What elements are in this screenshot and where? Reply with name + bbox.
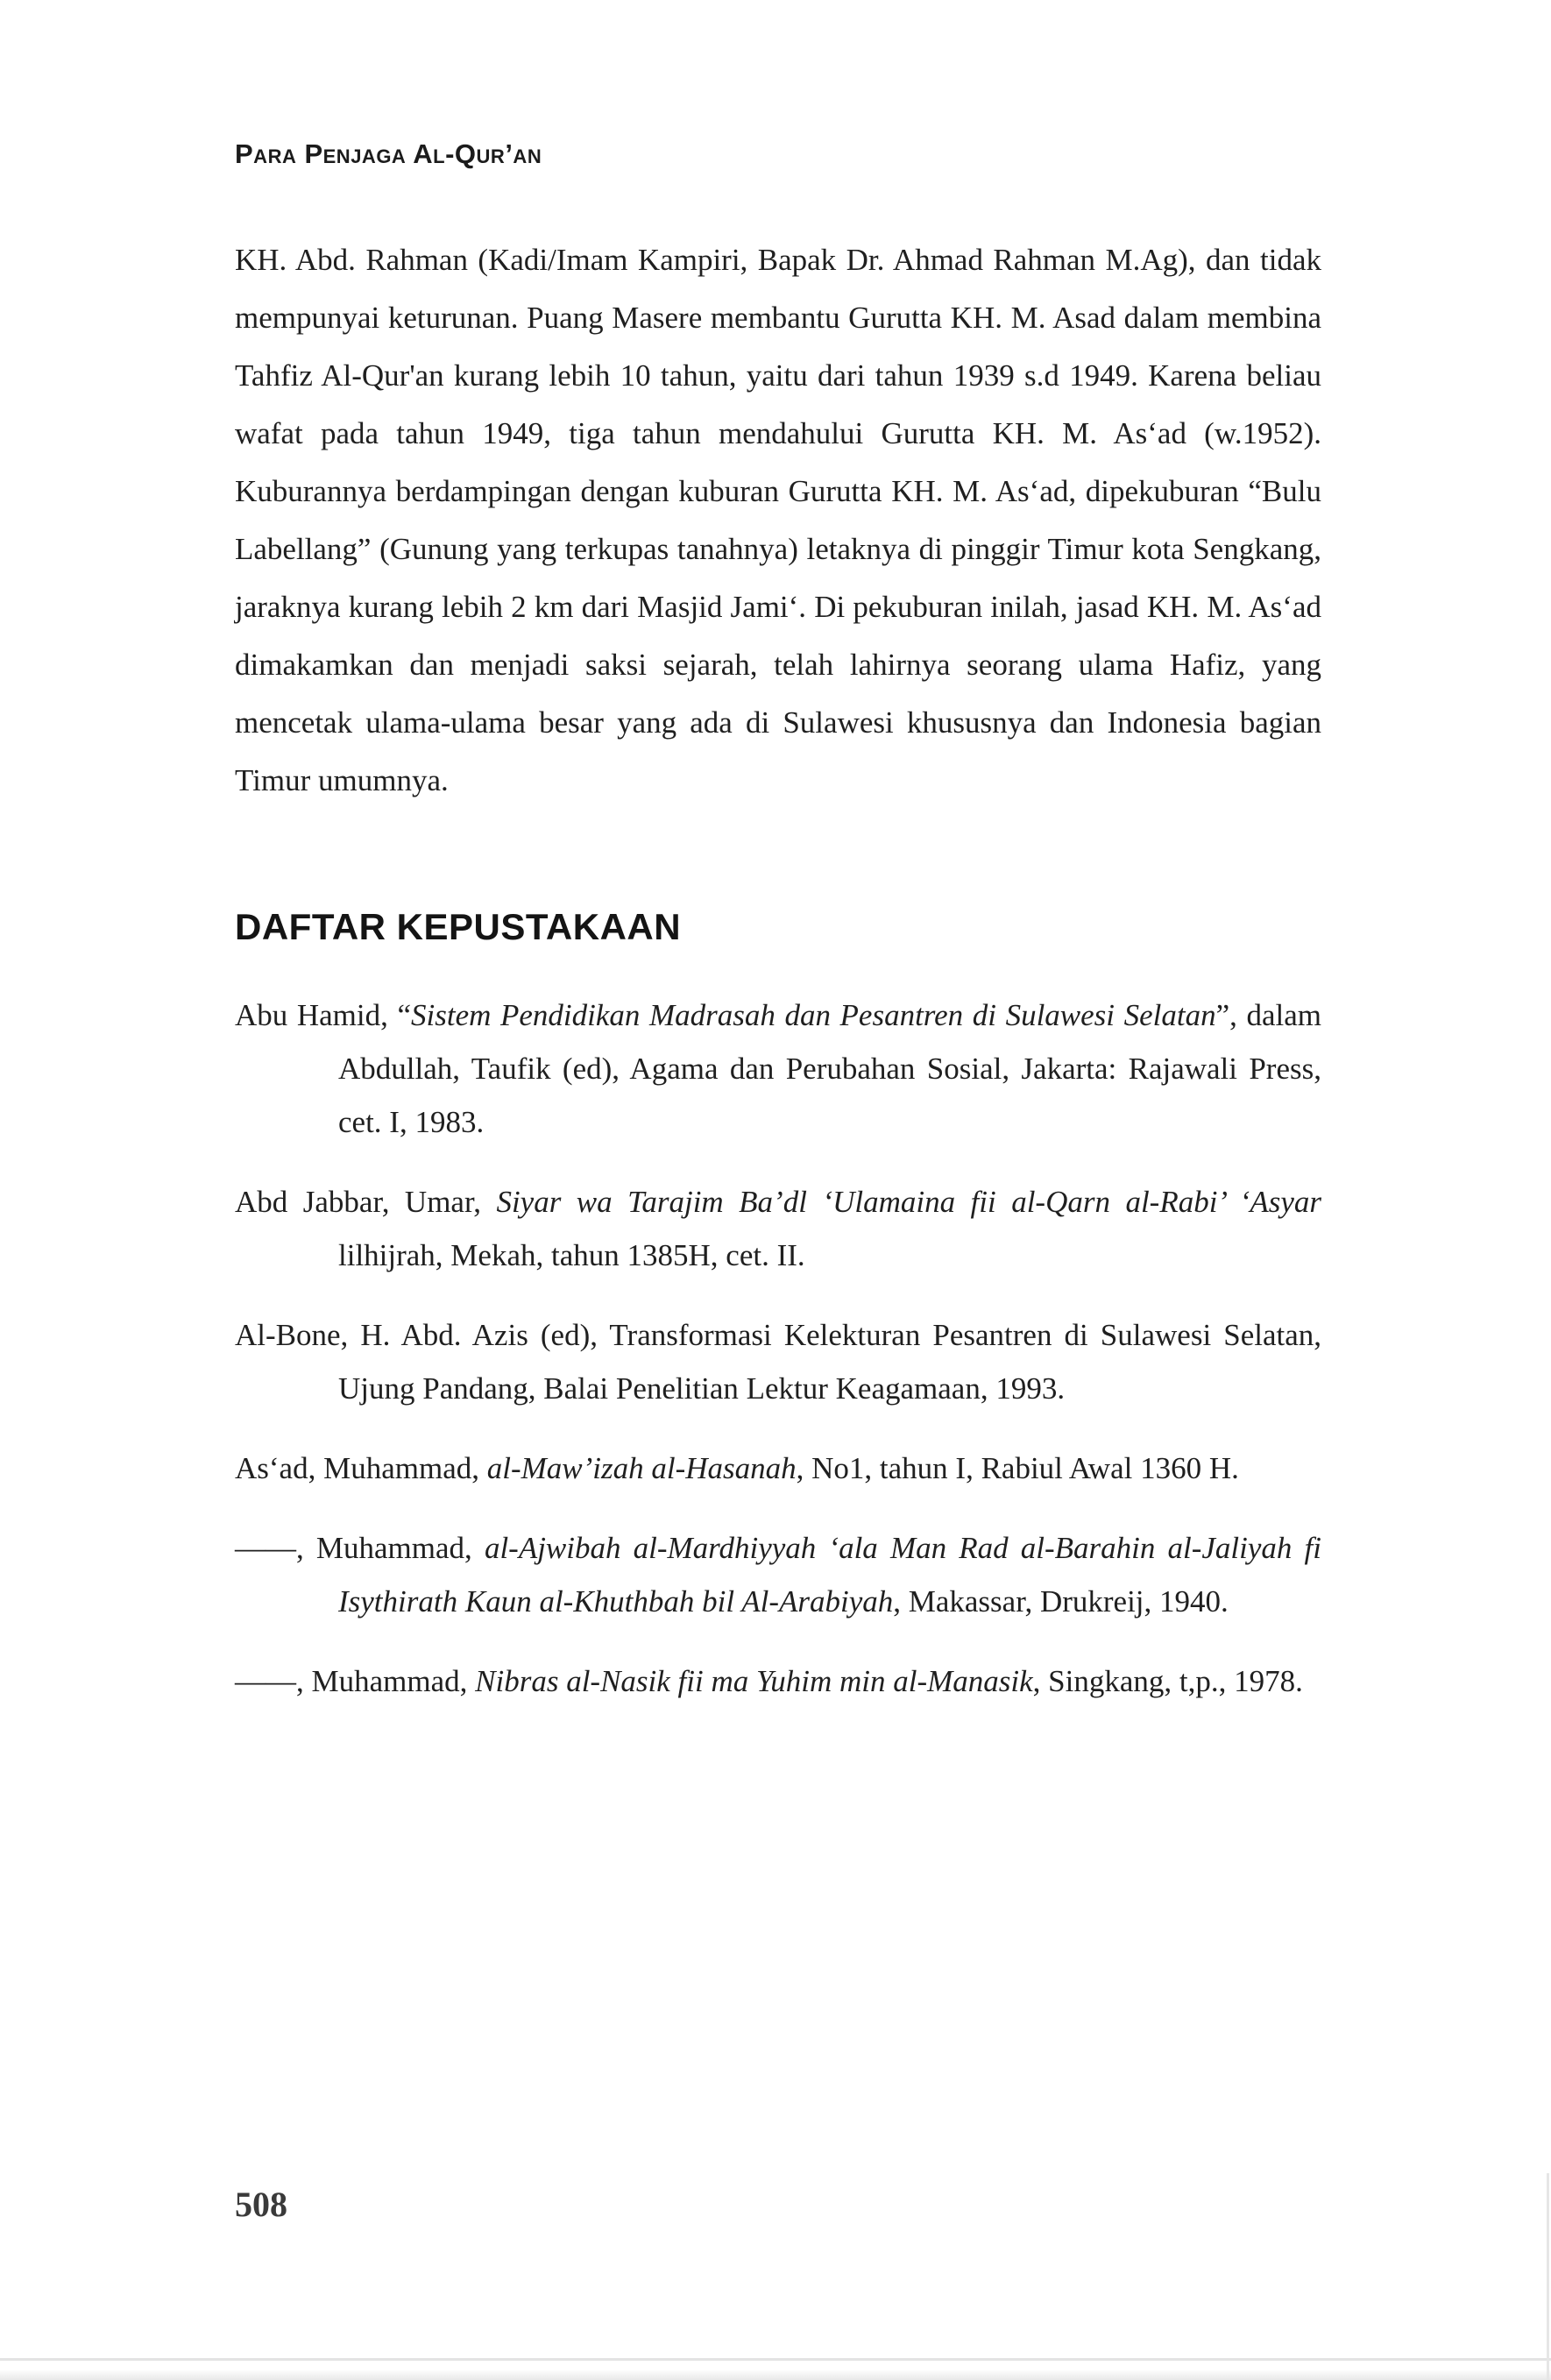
bib-text: Al-Bone, H. Abd. Azis (ed), Transformasi Kelekturan Pesantren di Sulawesi Selatan, Ujung Pandang, Balai Penelitian Lektur Keagamaan, 1993. <box>235 1318 1321 1406</box>
section-title: DAFTAR KEPUSTAKAAN <box>235 906 682 947</box>
bib-title-italic: al-Maw’izah al-Hasanah <box>486 1451 797 1485</box>
bib-text: ——, Muhammad, <box>235 1531 485 1565</box>
page-number: 508 <box>235 2185 287 2224</box>
scan-artifact-bottom-edge <box>0 2369 1551 2380</box>
bib-title-italic: al-Ajwibah al-Mardhiyyah ‘ala Man Rad al-Barahin al-Jaliyah fi Isythirath Kaun al-Khuthbah bil Al-Arabiyah <box>338 1531 1321 1619</box>
bib-text: , Makassar, Drukreij, 1940. <box>893 1584 1229 1619</box>
bib-text: ——, Muhammad, <box>235 1664 476 1698</box>
bib-title-italic: Sistem Pendidikan Madrasah dan Pesantren di Sulawesi Selatan <box>411 998 1216 1032</box>
page-content <box>235 138 1321 1734</box>
bib-text: Abu Hamid, “ <box>235 998 412 1032</box>
bibliography-entry <box>235 1521 1321 1628</box>
bibliography-entry <box>235 1175 1321 1282</box>
scan-artifact-line <box>0 2358 1551 2361</box>
bib-text: , No1, tahun I, Rabiul Awal 1360 H. <box>796 1451 1239 1485</box>
scan-artifact-right-edge <box>1547 2173 1549 2380</box>
bibliography-entry <box>235 1654 1321 1708</box>
body-paragraph: KH. Abd. Rahman (Kadi/Imam Kampiri, Bapak Dr. Ahmad Rahman M.Ag), dan tidak mempunyai keturunan. Puang Masere membantu Gurutta KH. M. Asad dalam membina Tahfiz Al-Qur'an kurang lebih 10 tahun, yaitu dari tahun 1939 s.d 1949. Karena beliau wafat pada tahun 1949, tiga tahun mendahului Gurutta KH. M. As‘ad (w.1952). Kuburannya berdampingan dengan kuburan Gurutta KH. M. As‘ad, dipekuburan “Bulu Labellang” (Gunung yang terkupas tanahnya) letaknya di pinggir Timur kota Sengkang, jaraknya kurang lebih 2 km dari Masjid Jami‘. Di pekuburan inilah, jasad KH. M. As‘ad dimakamkan dan menjadi saksi sejarah, telah lahirnya seorang ulama Hafiz, yang mencetak ulama-ulama besar yang ada di Sulawesi khususnya dan Indonesia bagian Timur umumnya. <box>235 243 1321 797</box>
bib-title-italic: Nibras al-Nasik fii ma Yuhim min al-Manasik <box>475 1664 1033 1698</box>
bib-text: As‘ad, Muhammad, <box>235 1451 487 1485</box>
bibliography-entry <box>235 1308 1321 1415</box>
bib-title-italic: Siyar wa Tarajim Ba’dl ‘Ulamaina fii al-Qarn al-Rabi’ ‘Asyar <box>496 1185 1321 1219</box>
bib-text: , Singkang, t,p., 1978. <box>1032 1664 1303 1698</box>
bib-text: Abd Jabbar, Umar, <box>235 1185 497 1219</box>
bibliography-entry <box>235 988 1321 1149</box>
bib-text: ”, dalam Abdullah, Taufik (ed), Agama dan Perubahan Sosial, Jakarta: Rajawali Press, cet. I, 1983. <box>338 998 1321 1139</box>
bib-text: lilhijrah, Mekah, tahun 1385H, cet. II. <box>338 1238 805 1272</box>
bibliography-entry <box>235 1441 1321 1495</box>
running-header: Para Penjaga Al-Qur’an <box>235 138 542 169</box>
